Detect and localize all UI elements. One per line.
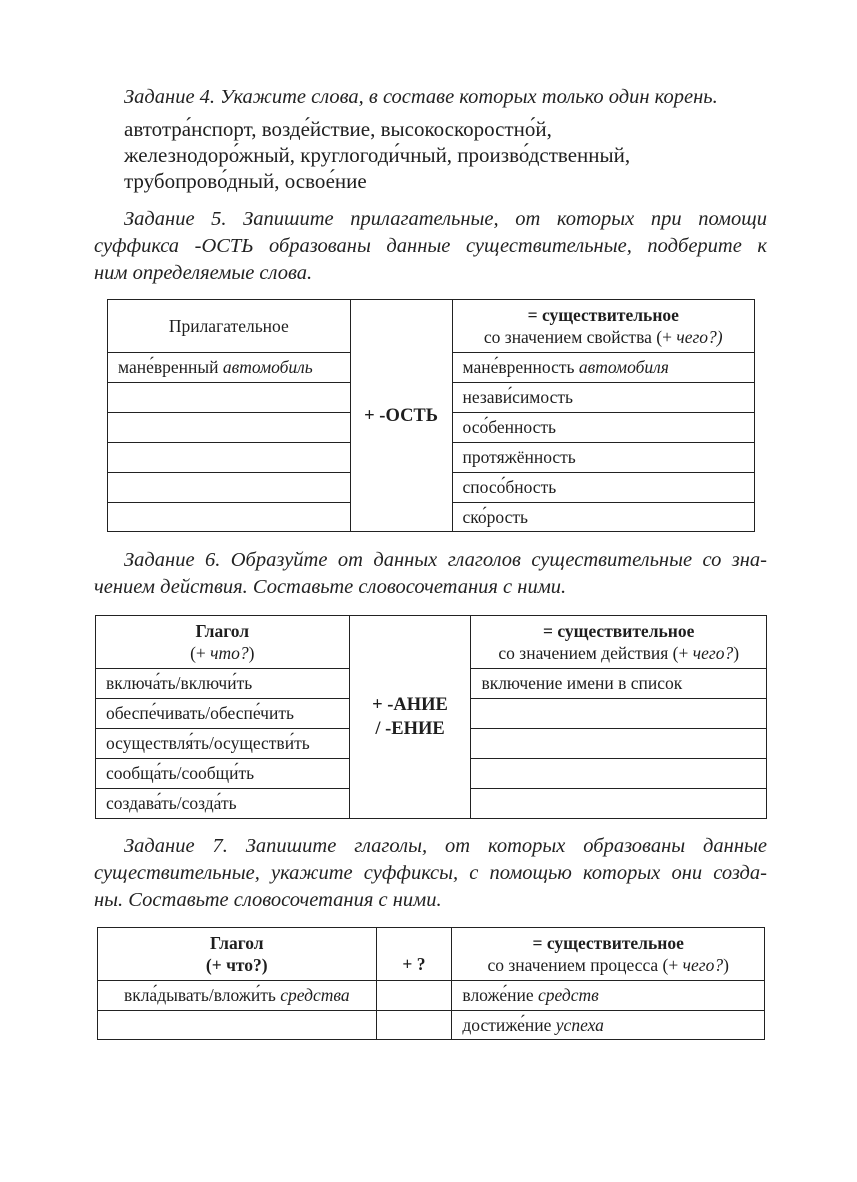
- header-noun-title: = существительное: [543, 621, 695, 641]
- header-suffix-text: + ?: [402, 954, 426, 974]
- task5-title-line: Задание 5. Запишите прилагательные, от которых при помощи: [124, 208, 767, 230]
- column-header-verb: [96, 616, 350, 669]
- column-header-adjective: Прилагательное: [108, 300, 351, 353]
- header-verb-subtitle: [106, 642, 339, 664]
- header-subtitle-question: чего?: [692, 643, 734, 663]
- task7-title-line: существительные, укажите суффиксы, с помощью которых они созда-: [94, 862, 767, 884]
- table-row: [98, 1011, 765, 1040]
- task4-title: Задание 4. Укажите слова, в составе которых только один корень.: [124, 86, 718, 108]
- word-list-line: железнодоро́жный, круглогоди́чный, произво́дственный,: [124, 143, 631, 167]
- noun-answer-field[interactable]: [471, 789, 767, 819]
- adjective-answer-field[interactable]: [108, 503, 351, 532]
- header-subtitle-question: чего?): [676, 327, 723, 347]
- suffix-answer-field[interactable]: [376, 981, 452, 1011]
- task5-table: [107, 299, 755, 532]
- header-subtitle-text: со значением процесса (+: [487, 955, 683, 975]
- noun-cell: включение имени в список: [471, 669, 767, 699]
- task5-title-line: суффикса -ОСТЬ образованы данные существительные, подберите к: [94, 235, 767, 257]
- header-subtitle-end: ): [723, 955, 729, 975]
- task6-title-line: чением действия. Составьте словосочетания с ними.: [94, 576, 567, 598]
- noun-text: вложе́ние: [462, 985, 538, 1005]
- header-noun-subtitle: [463, 326, 744, 348]
- noun-dependent-text: успеха: [555, 1014, 604, 1035]
- task7-title: [94, 833, 767, 914]
- header-subtitle-question: что?: [210, 643, 249, 663]
- adjective-answer-field[interactable]: [108, 383, 351, 413]
- noun-dependent-text: автомобиля: [578, 357, 669, 377]
- verb-text: вкла́дывать/вложи́ть: [123, 985, 281, 1005]
- task7-title-line: Задание 7. Запишите глаголы, от которых образованы данные: [124, 835, 767, 857]
- column-header-noun: [471, 616, 767, 669]
- adjective-answer-field[interactable]: [108, 413, 351, 443]
- header-subtitle-end: ): [248, 643, 255, 663]
- word-list-line: трубопрово́дный, освое́ние: [124, 169, 367, 193]
- table-row: [98, 981, 765, 1011]
- column-header-noun: [452, 300, 754, 353]
- column-header-noun: [452, 928, 765, 981]
- verb-cell: сообща́ть/сообщи́ть: [96, 759, 350, 789]
- verb-answer-field[interactable]: [98, 1011, 377, 1040]
- noun-cell: [452, 981, 765, 1011]
- header-noun-subtitle: [462, 954, 754, 976]
- suffix-anie-enie-cell: [349, 616, 471, 819]
- noun-answer-field[interactable]: [471, 699, 767, 729]
- word-list-line: автотра́нспорт, возде́йствие, высокоскоростно́й,: [124, 117, 552, 141]
- task7-title-line: ны. Составьте словосочетания с ними.: [94, 889, 442, 911]
- header-subtitle-end: ): [733, 643, 740, 663]
- column-header-suffix: [376, 928, 452, 981]
- noun-answer-field[interactable]: [471, 759, 767, 789]
- noun-text: мане́вренность: [462, 357, 579, 377]
- task6-table: [95, 615, 767, 819]
- header-subtitle-text: (+: [190, 643, 211, 663]
- adjective-text: мане́вренный: [118, 357, 223, 377]
- task4-word-list: [124, 116, 764, 194]
- noun-cell: ско́рость: [452, 503, 754, 532]
- suffix-answer-field[interactable]: [376, 1011, 452, 1040]
- adjective-cell: [108, 353, 351, 383]
- adjective-answer-field[interactable]: [108, 443, 351, 473]
- suffix-line: + -АНИЕ: [372, 695, 448, 715]
- noun-cell: [452, 353, 754, 383]
- header-noun-subtitle: [481, 642, 756, 664]
- noun-cell: [452, 1011, 765, 1040]
- verb-object-text: средства: [280, 985, 350, 1005]
- noun-cell: спосо́бность: [452, 473, 754, 503]
- task5-title: [94, 206, 767, 287]
- noun-cell: осо́бенность: [452, 413, 754, 443]
- noun-cell: протяжённость: [452, 443, 754, 473]
- header-subtitle-text: со значением действия (+: [498, 643, 693, 663]
- verb-cell: создава́ть/созда́ть: [96, 789, 350, 819]
- header-verb-subtitle: (+ что?): [205, 955, 268, 975]
- header-noun-title: = существительное: [527, 305, 679, 325]
- verb-cell: обеспе́чивать/обеспе́чить: [96, 699, 350, 729]
- header-verb-title: Глагол: [195, 621, 250, 641]
- task6-title-line: Задание 6. Образуйте от данных глаголов существительные со зна-: [124, 549, 767, 571]
- task6-title: [94, 547, 767, 601]
- header-noun-title: = существительное: [532, 933, 684, 953]
- task5-title-line: ним определяемые слова.: [94, 262, 313, 284]
- adjective-answer-field[interactable]: [108, 473, 351, 503]
- suffix-ost-cell: + -ОСТЬ: [350, 300, 452, 532]
- noun-text: достиже́ние: [462, 1014, 556, 1035]
- adjective-noun-text: автомобиль: [222, 357, 313, 377]
- noun-dependent-text: средств: [538, 985, 599, 1005]
- verb-cell: [98, 981, 377, 1011]
- noun-cell: незави́симость: [452, 383, 754, 413]
- column-header-verb: [98, 928, 377, 981]
- header-subtitle-question: чего?: [682, 955, 724, 975]
- suffix-line: / -ЕНИЕ: [375, 719, 445, 739]
- header-subtitle-text: со значением свойства (+: [483, 327, 677, 347]
- noun-answer-field[interactable]: [471, 729, 767, 759]
- verb-cell: включа́ть/включи́ть: [96, 669, 350, 699]
- verb-cell: осуществля́ть/осуществи́ть: [96, 729, 350, 759]
- task7-table: [97, 927, 765, 1040]
- header-verb-title: Глагол: [209, 933, 264, 953]
